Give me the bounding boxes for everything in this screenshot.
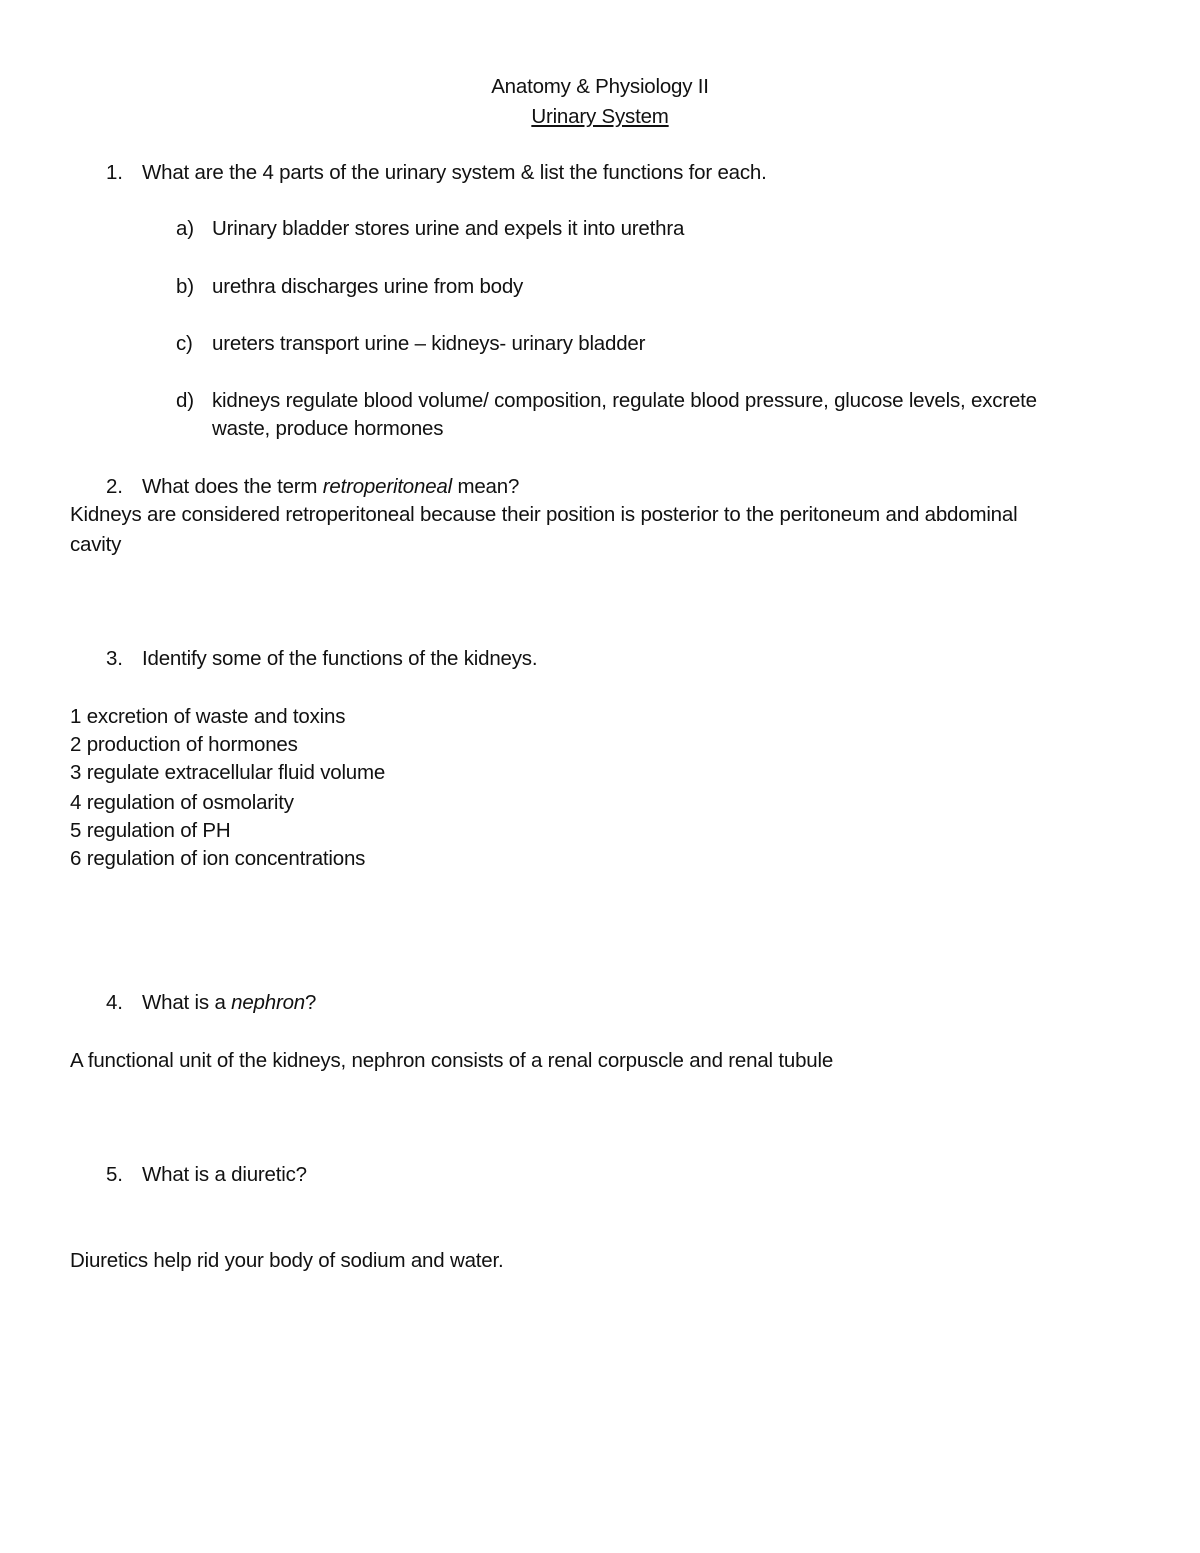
question-2-text-after: mean? xyxy=(451,475,520,498)
course-title: Anatomy & Physiology II xyxy=(491,75,709,98)
answer-5: Diuretics help rid your body of sodium and water. xyxy=(70,1249,504,1272)
question-1-text: What are the 4 parts of the urinary system & list the functions for each. xyxy=(142,161,767,184)
question-2-text xyxy=(142,474,519,500)
list-item-text-line-1: kidneys regulate blood volume/ composition, regulate blood pressure, glucose levels, excrete xyxy=(212,389,1037,412)
question-4-text-before: What is a xyxy=(142,991,232,1014)
list-item-text: Urinary bladder stores urine and expels it into urethra xyxy=(212,217,685,240)
question-3-number: 3. xyxy=(106,647,123,670)
answer-4: A functional unit of the kidneys, nephron consists of a renal corpuscle and renal tubule xyxy=(70,1049,834,1072)
answer-3-item: 6 regulation of ion concentrations xyxy=(70,847,366,870)
answer-2-line-1: Kidneys are considered retroperitoneal because their position is posterior to the peritoneum and abdominal xyxy=(70,503,1018,526)
topic-title-text: Urinary System xyxy=(531,105,669,128)
topic-title xyxy=(0,104,1200,130)
question-1-number: 1. xyxy=(106,161,123,184)
question-3-text: Identify some of the functions of the kidneys. xyxy=(142,647,538,670)
list-marker: b) xyxy=(176,275,194,298)
list-item-text: urethra discharges urine from body xyxy=(212,275,524,298)
question-4-text xyxy=(142,990,316,1016)
answer-3-item: 3 regulate extracellular fluid volume xyxy=(70,761,386,784)
answer-3-item: 2 production of hormones xyxy=(70,733,298,756)
answer-3-item: 1 excretion of waste and toxins xyxy=(70,705,346,728)
question-4-text-after: ? xyxy=(304,991,317,1014)
question-2-text-before: What does the term xyxy=(142,475,323,498)
question-4-term: nephron xyxy=(231,991,305,1014)
question-2-number: 2. xyxy=(106,475,123,498)
list-marker: c) xyxy=(176,332,193,355)
list-item-text: ureters transport urine – kidneys- urinary bladder xyxy=(212,332,646,355)
question-5-number: 5. xyxy=(106,1163,123,1186)
list-item-text-line-2: waste, produce hormones xyxy=(212,417,444,440)
answer-2-line-2: cavity xyxy=(70,533,122,556)
question-4-number: 4. xyxy=(106,991,123,1014)
list-marker: a) xyxy=(176,217,194,240)
answer-3-item: 5 regulation of PH xyxy=(70,819,231,842)
answer-3-item: 4 regulation of osmolarity xyxy=(70,791,294,814)
question-5-text: What is a diuretic? xyxy=(142,1163,307,1186)
list-marker: d) xyxy=(176,389,194,412)
question-2-term: retroperitoneal xyxy=(322,475,452,498)
